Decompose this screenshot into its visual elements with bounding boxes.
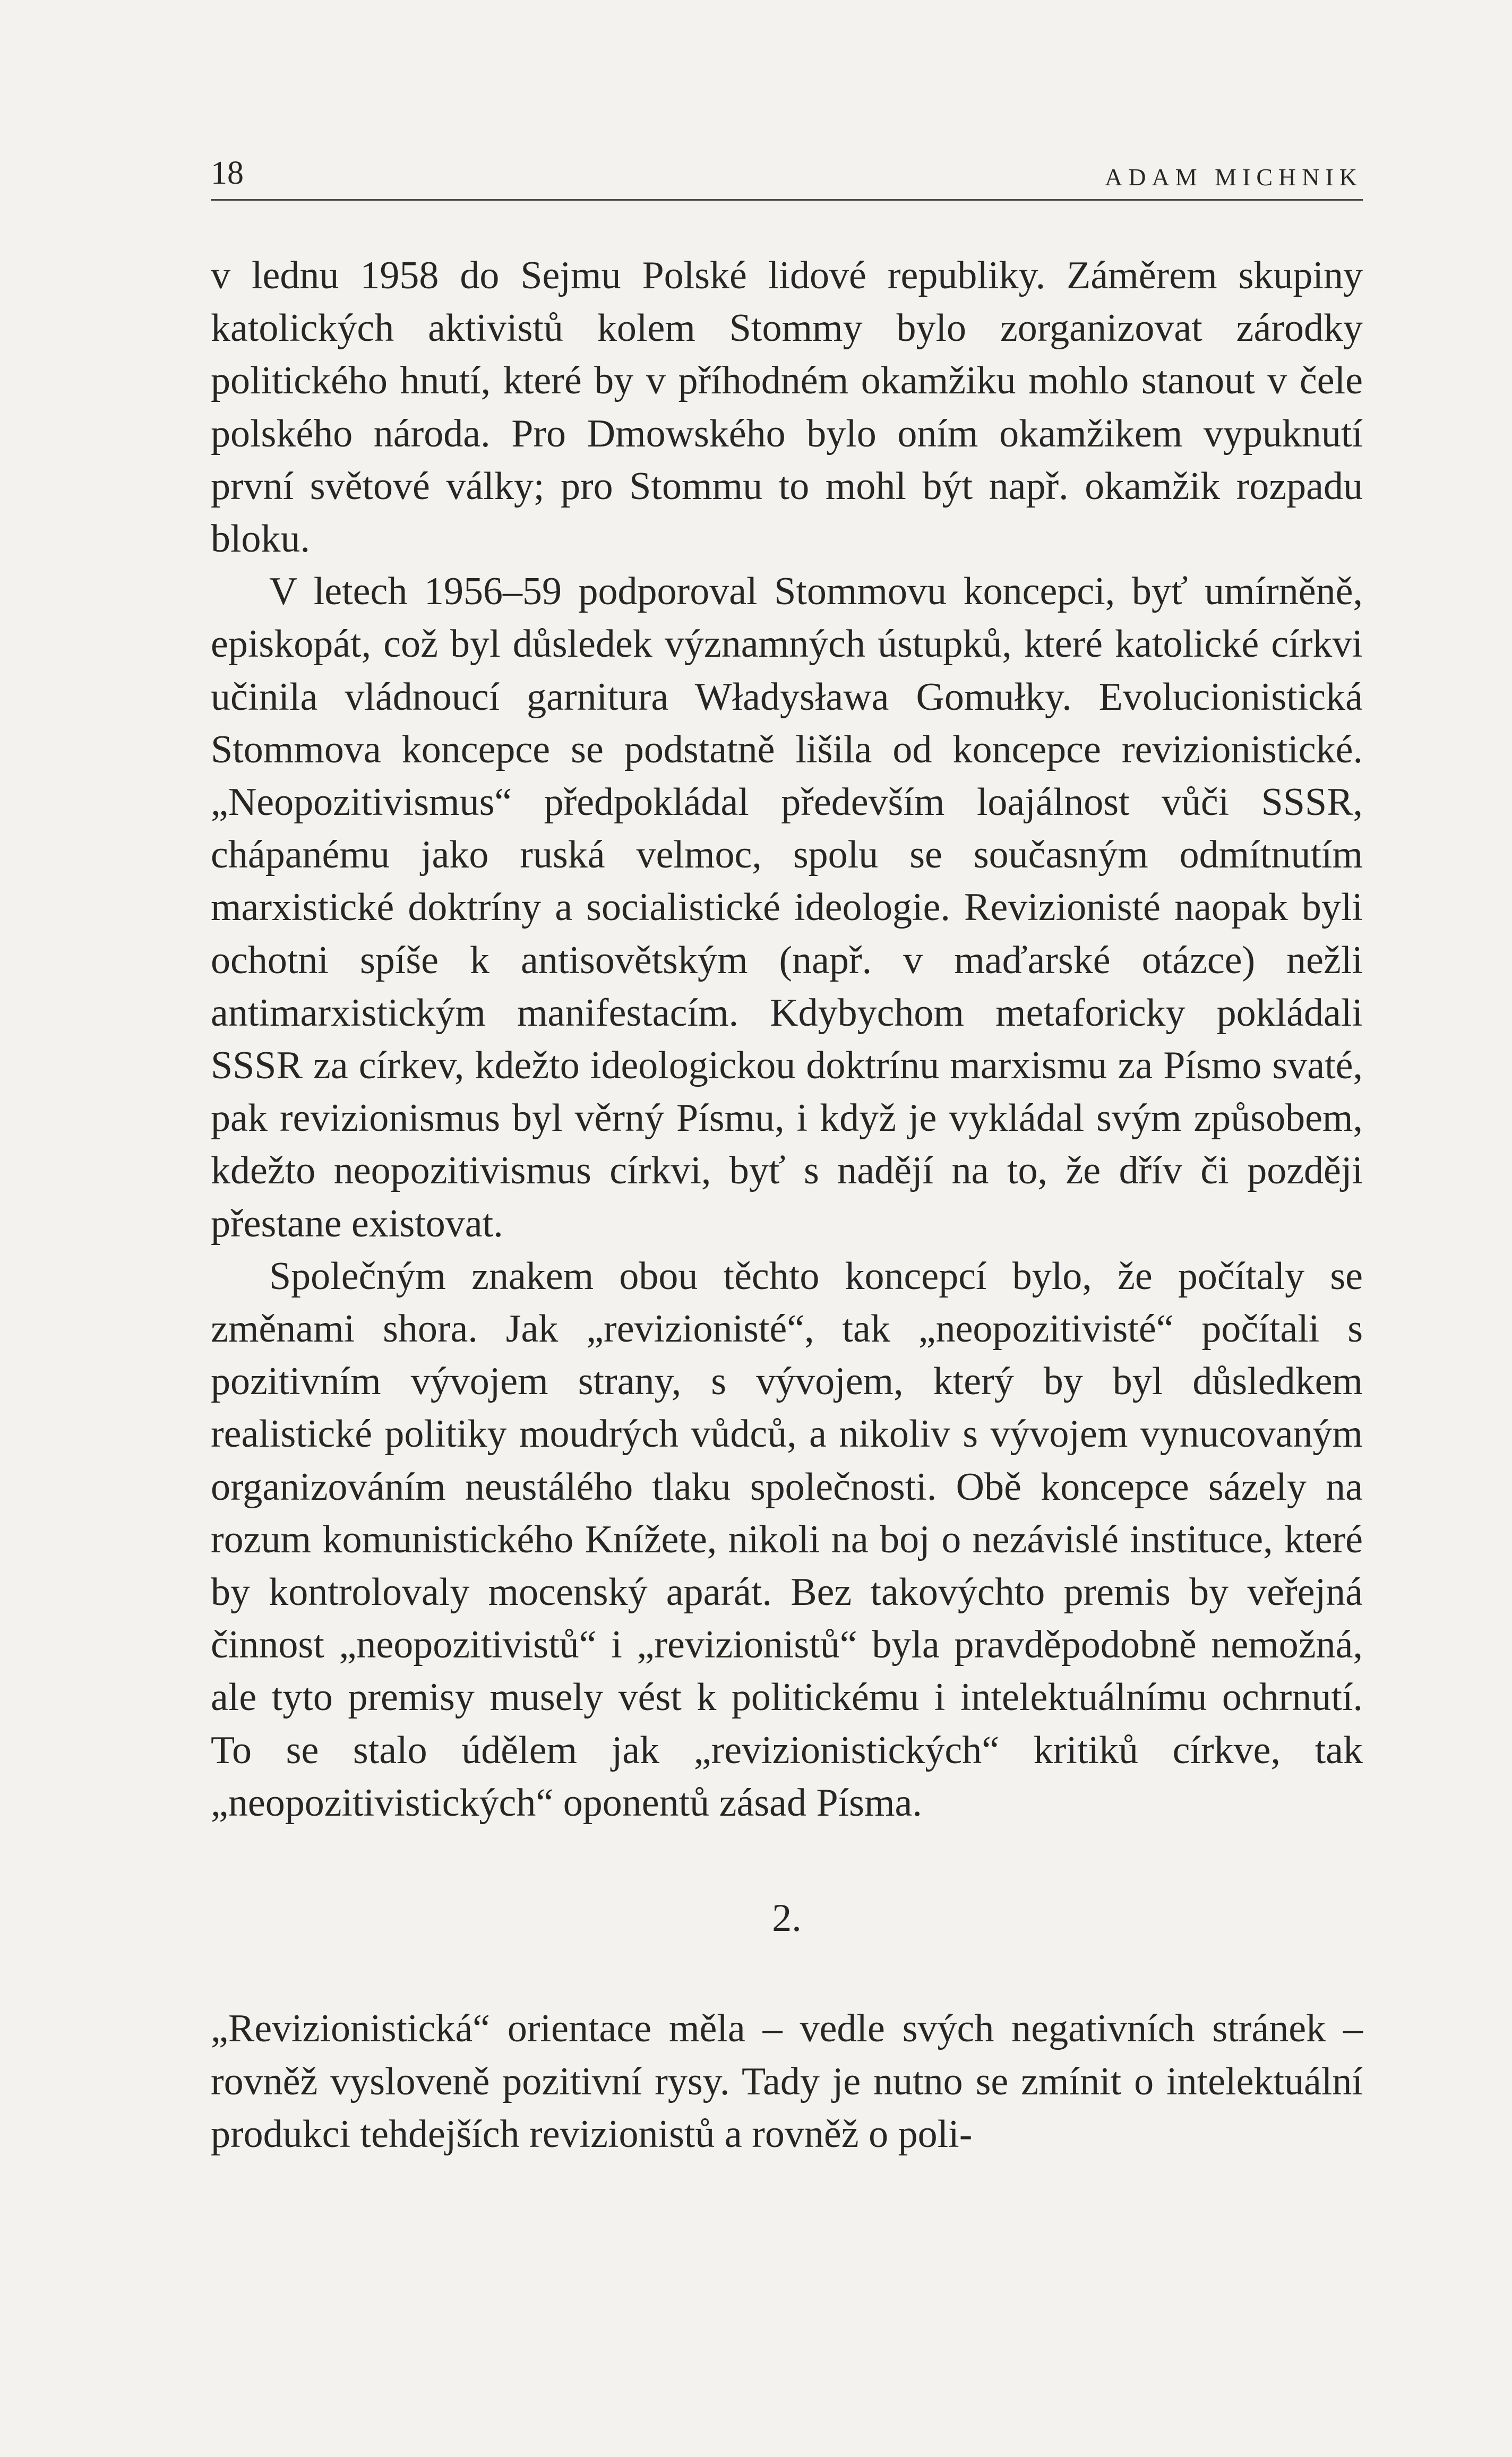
running-head: ADAM MICHNIK [1105, 164, 1363, 191]
header-rule [211, 199, 1363, 201]
paragraph: Společným znakem obou těchto koncepcí bylo, že počítaly se změnami shora. Jak „revizionisté“, tak „neopozitivisté“ počítali s pozitivním vývojem strany, s vývojem, který by byl důsledkem realistické politiky moudrých vůdců, a nikoliv s vývojem vynucovaným organizováním neustálého tlaku společnosti. Obě koncepce sázely na rozum komunistického Knížete, nikoli na boj o nezávislé instituce, které by kontrolovaly mocenský aparát. Bez takovýchto premis by veřejná činnost „neopozitivistů“ i „revizionistů“ byla pravděpodobně nemožná, ale tyto premisy musely vést k politickému i intelektuálnímu ochrnutí. To se stalo údělem jak „revizionistických“ kritiků církve, tak „neopozitivistických“ oponentů zásad Písma. [211, 1254, 1363, 1825]
paragraph: V letech 1956–59 podporoval Stommovu koncepci, byť umírněně, episkopát, což byl důsledek významných ústupků, které katolické církvi učinila vládnoucí garnitura Władysława Gomułky. Evolucionistická Stommova koncepce se podstatně lišila od koncepce revizionistické. „Neopozitivismus“ předpokládal především loajálnost vůči SSSR, chápanému jako ruská velmoc, spolu se současným odmítnutím marxistické doktríny a socialistické ideologie. Revizionisté naopak byli ochotni spíše k antisovětským (např. v maďarské otázce) nežli antimarxistickým manifestacím. Kdybychom metaforicky pokládali SSSR za církev, kdežto ideologickou doktrínu marxismu za Písmo svaté, pak revizionismus byl věrný Písmu, i když je vykládal svým způsobem, kdežto neopozitivismus církvi, byť s nadějí na to, že dřív či později přestane existovat. [211, 570, 1363, 1245]
page-number: 18 [211, 155, 244, 191]
paragraph-continuation: v lednu 1958 do Sejmu Polské lidové republiky. Záměrem skupiny katolických aktivistů kolem Stommy bylo zorganizovat zárodky politického hnutí, které by v příhodném okamžiku mohlo stanout v čele polského národa. Pro Dmowského bylo oním okamžikem vypuknutí první světové války; pro Stommu to mohl být např. okamžik rozpadu bloku. [211, 254, 1363, 561]
page-header [211, 151, 1363, 199]
section-number: 2. [772, 1896, 802, 1940]
section-opening-paragraph: „Revizionistická“ orientace měla – vedle svých negativních stránek – rovněž vysloveně pozitivní rysy. Tady je nutno se zmínit o intelektuální produkci tehdejších revizionistů a rovněž o poli- [211, 2007, 1363, 2156]
body-text [211, 250, 1363, 2161]
